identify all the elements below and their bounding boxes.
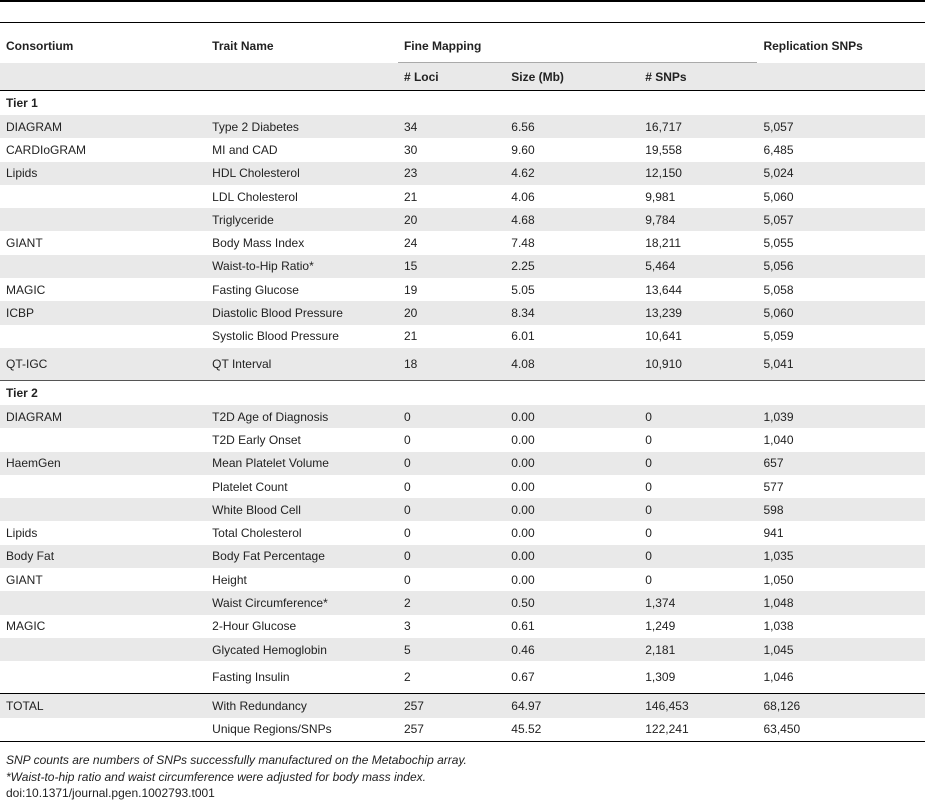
- cell-loci: 23: [398, 162, 505, 185]
- cell-size: 8.34: [505, 301, 639, 324]
- cell-snps: 0: [639, 452, 757, 475]
- cell-trait: With Redundancy: [206, 694, 398, 718]
- cell-size: 0.00: [505, 498, 639, 521]
- cell-consortium: Lipids: [0, 521, 206, 544]
- cell-replication: 5,057: [757, 208, 925, 231]
- cell-size: 7.48: [505, 231, 639, 254]
- cell-consortium: [0, 661, 206, 694]
- cell-snps: 0: [639, 568, 757, 591]
- cell-replication: 1,035: [757, 545, 925, 568]
- cell-replication: 5,056: [757, 255, 925, 278]
- cell-snps: 0: [639, 521, 757, 544]
- section-label: Tier 1: [6, 96, 38, 110]
- cell-consortium: TOTAL: [0, 694, 206, 718]
- cell-size: 4.62: [505, 162, 639, 185]
- cell-snps: 1,374: [639, 591, 757, 614]
- cell-size: 45.52: [505, 718, 639, 742]
- cell-consortium: GIANT: [0, 231, 206, 254]
- cell-trait: Height: [206, 568, 398, 591]
- cell-snps: 9,784: [639, 208, 757, 231]
- table-row: [0, 208, 925, 231]
- cell-size: 9.60: [505, 138, 639, 161]
- table-row: [0, 428, 925, 451]
- cell-consortium: [0, 475, 206, 498]
- cell-replication: 6,485: [757, 138, 925, 161]
- cell-trait: Type 2 Diabetes: [206, 115, 398, 138]
- cell-loci: 20: [398, 301, 505, 324]
- cell-size: 0.00: [505, 521, 639, 544]
- cell-replication: 577: [757, 475, 925, 498]
- cell-consortium: [0, 255, 206, 278]
- cell-replication: 1,038: [757, 615, 925, 638]
- cell-replication: 1,039: [757, 405, 925, 428]
- section-label: Tier 2: [0, 380, 925, 405]
- cell-loci: 0: [398, 568, 505, 591]
- cell-trait: MI and CAD: [206, 138, 398, 161]
- cell-snps: 1,309: [639, 661, 757, 694]
- cell-loci: 0: [398, 428, 505, 451]
- cell-trait: QT Interval: [206, 348, 398, 381]
- cell-replication: 5,024: [757, 162, 925, 185]
- table-row: [0, 348, 925, 381]
- cell-snps: 12,150: [639, 162, 757, 185]
- cell-consortium: MAGIC: [0, 615, 206, 638]
- cell-loci: 3: [398, 615, 505, 638]
- table-row: [0, 301, 925, 324]
- cell-snps: 10,910: [639, 348, 757, 381]
- cell-size: 0.00: [505, 545, 639, 568]
- cell-replication: 5,041: [757, 348, 925, 381]
- cell-trait: T2D Age of Diagnosis: [206, 405, 398, 428]
- cell-consortium: [0, 325, 206, 348]
- cell-trait: Total Cholesterol: [206, 521, 398, 544]
- cell-snps: 0: [639, 405, 757, 428]
- cell-loci: 2: [398, 661, 505, 694]
- table-row: [0, 591, 925, 614]
- cell-trait: Mean Platelet Volume: [206, 452, 398, 475]
- cell-replication: 941: [757, 521, 925, 544]
- cell-consortium: [0, 498, 206, 521]
- cell-size: 0.46: [505, 638, 639, 661]
- cell-loci: 34: [398, 115, 505, 138]
- cell-consortium: [0, 591, 206, 614]
- header-loci: # Loci: [398, 63, 505, 91]
- cell-consortium: [0, 185, 206, 208]
- table-row: [0, 498, 925, 521]
- cell-size: 0.50: [505, 591, 639, 614]
- cell-trait: Triglyceride: [206, 208, 398, 231]
- cell-loci: 21: [398, 185, 505, 208]
- cell-loci: 0: [398, 475, 505, 498]
- cell-trait: Platelet Count: [206, 475, 398, 498]
- cell-snps: 16,717: [639, 115, 757, 138]
- metabochip-table: [0, 22, 925, 742]
- header-replication-snps: Replication SNPs: [757, 23, 925, 63]
- table-row: [0, 115, 925, 138]
- table-row: [0, 325, 925, 348]
- cell-consortium: [0, 718, 206, 742]
- cell-trait: HDL Cholesterol: [206, 162, 398, 185]
- table-row: [0, 138, 925, 161]
- cell-snps: 1,249: [639, 615, 757, 638]
- cell-replication: 598: [757, 498, 925, 521]
- table-row: [0, 638, 925, 661]
- cell-replication: 1,040: [757, 428, 925, 451]
- cell-consortium: [0, 208, 206, 231]
- cell-size: 0.00: [505, 475, 639, 498]
- table-row: [0, 278, 925, 301]
- cell-snps: 13,239: [639, 301, 757, 324]
- cell-replication: 68,126: [757, 694, 925, 718]
- cell-snps: 0: [639, 545, 757, 568]
- table-row: [0, 545, 925, 568]
- footnote-adjustment: *Waist-to-hip ratio and waist circumference were adjusted for body mass index.: [6, 769, 426, 784]
- cell-loci: 0: [398, 545, 505, 568]
- cell-loci: 24: [398, 231, 505, 254]
- section-header: [0, 91, 925, 116]
- cell-snps: 0: [639, 428, 757, 451]
- cell-replication: 1,050: [757, 568, 925, 591]
- cell-size: 0.67: [505, 661, 639, 694]
- table-row: [0, 568, 925, 591]
- cell-trait: Unique Regions/SNPs: [206, 718, 398, 742]
- header-snps: # SNPs: [639, 63, 757, 91]
- table-row: [0, 452, 925, 475]
- table-row: [0, 475, 925, 498]
- cell-loci: 21: [398, 325, 505, 348]
- cell-consortium: ICBP: [0, 301, 206, 324]
- cell-size: 6.56: [505, 115, 639, 138]
- cell-snps: 122,241: [639, 718, 757, 742]
- cell-replication: 63,450: [757, 718, 925, 742]
- cell-size: 4.68: [505, 208, 639, 231]
- cell-loci: 0: [398, 521, 505, 544]
- cell-snps: 146,453: [639, 694, 757, 718]
- cell-size: 0.00: [505, 452, 639, 475]
- cell-size: 4.06: [505, 185, 639, 208]
- cell-loci: 0: [398, 452, 505, 475]
- header-row-1: [0, 23, 925, 63]
- cell-loci: 19: [398, 278, 505, 301]
- cell-size: 0.00: [505, 428, 639, 451]
- cell-consortium: HaemGen: [0, 452, 206, 475]
- footnote-snp-counts: SNP counts are numbers of SNPs successfully manufactured on the Metabochip array.: [6, 753, 467, 767]
- header-consortium: Consortium: [0, 23, 206, 63]
- cell-loci: 257: [398, 694, 505, 718]
- cell-size: 0.00: [505, 568, 639, 591]
- cell-replication: 5,057: [757, 115, 925, 138]
- cell-consortium: CARDIoGRAM: [0, 138, 206, 161]
- cell-consortium: DIAGRAM: [0, 405, 206, 428]
- cell-replication: 5,060: [757, 185, 925, 208]
- table-body: [0, 91, 925, 742]
- cell-loci: 20: [398, 208, 505, 231]
- cell-consortium: QT-IGC: [0, 348, 206, 381]
- table-row: [0, 162, 925, 185]
- cell-consortium: MAGIC: [0, 278, 206, 301]
- cell-size: 6.01: [505, 325, 639, 348]
- cell-replication: 5,059: [757, 325, 925, 348]
- cell-trait: Body Fat Percentage: [206, 545, 398, 568]
- cell-snps: 13,644: [639, 278, 757, 301]
- cell-size: 0.61: [505, 615, 639, 638]
- cell-loci: 0: [398, 405, 505, 428]
- cell-trait: Diastolic Blood Pressure: [206, 301, 398, 324]
- cell-snps: 18,211: [639, 231, 757, 254]
- cell-consortium: [0, 428, 206, 451]
- cell-snps: 5,464: [639, 255, 757, 278]
- cell-trait: T2D Early Onset: [206, 428, 398, 451]
- section-header: [0, 380, 925, 405]
- header-trait-name: Trait Name: [206, 23, 398, 63]
- top-rule: [0, 0, 925, 2]
- cell-consortium: Body Fat: [0, 545, 206, 568]
- cell-consortium: DIAGRAM: [0, 115, 206, 138]
- cell-consortium: [0, 638, 206, 661]
- cell-replication: 5,058: [757, 278, 925, 301]
- cell-trait: Systolic Blood Pressure: [206, 325, 398, 348]
- cell-trait: Waist-to-Hip Ratio*: [206, 255, 398, 278]
- cell-trait: LDL Cholesterol: [206, 185, 398, 208]
- cell-replication: 5,055: [757, 231, 925, 254]
- cell-replication: 657: [757, 452, 925, 475]
- table-row: [0, 718, 925, 742]
- cell-size: 5.05: [505, 278, 639, 301]
- table-row: [0, 694, 925, 718]
- table-row: [0, 661, 925, 694]
- cell-loci: 30: [398, 138, 505, 161]
- cell-replication: 1,045: [757, 638, 925, 661]
- header-size-mb: Size (Mb): [505, 63, 639, 91]
- cell-loci: 15: [398, 255, 505, 278]
- cell-loci: 257: [398, 718, 505, 742]
- cell-trait: 2-Hour Glucose: [206, 615, 398, 638]
- cell-snps: 10,641: [639, 325, 757, 348]
- cell-consortium: Lipids: [0, 162, 206, 185]
- cell-size: 64.97: [505, 694, 639, 718]
- cell-size: 2.25: [505, 255, 639, 278]
- cell-snps: 0: [639, 475, 757, 498]
- cell-loci: 2: [398, 591, 505, 614]
- cell-trait: Body Mass Index: [206, 231, 398, 254]
- cell-snps: 2,181: [639, 638, 757, 661]
- header-row-2: [0, 63, 925, 91]
- cell-replication: 1,048: [757, 591, 925, 614]
- table-row: [0, 521, 925, 544]
- cell-snps: 19,558: [639, 138, 757, 161]
- cell-trait: Fasting Glucose: [206, 278, 398, 301]
- table-row: [0, 615, 925, 638]
- cell-loci: 18: [398, 348, 505, 381]
- table-row: [0, 231, 925, 254]
- table-footnotes: [6, 752, 467, 802]
- table-row: [0, 185, 925, 208]
- cell-snps: 0: [639, 498, 757, 521]
- cell-replication: 5,060: [757, 301, 925, 324]
- table-row: [0, 255, 925, 278]
- cell-size: 0.00: [505, 405, 639, 428]
- cell-trait: Waist Circumference*: [206, 591, 398, 614]
- cell-size: 4.08: [505, 348, 639, 381]
- cell-trait: White Blood Cell: [206, 498, 398, 521]
- table-row: [0, 405, 925, 428]
- cell-loci: 0: [398, 498, 505, 521]
- cell-replication: 1,046: [757, 661, 925, 694]
- doi-text: doi:10.1371/journal.pgen.1002793.t001: [6, 786, 215, 800]
- cell-consortium: GIANT: [0, 568, 206, 591]
- cell-trait: Fasting Insulin: [206, 661, 398, 694]
- cell-loci: 5: [398, 638, 505, 661]
- cell-snps: 9,981: [639, 185, 757, 208]
- header-fine-mapping: Fine Mapping: [398, 23, 758, 63]
- cell-trait: Glycated Hemoglobin: [206, 638, 398, 661]
